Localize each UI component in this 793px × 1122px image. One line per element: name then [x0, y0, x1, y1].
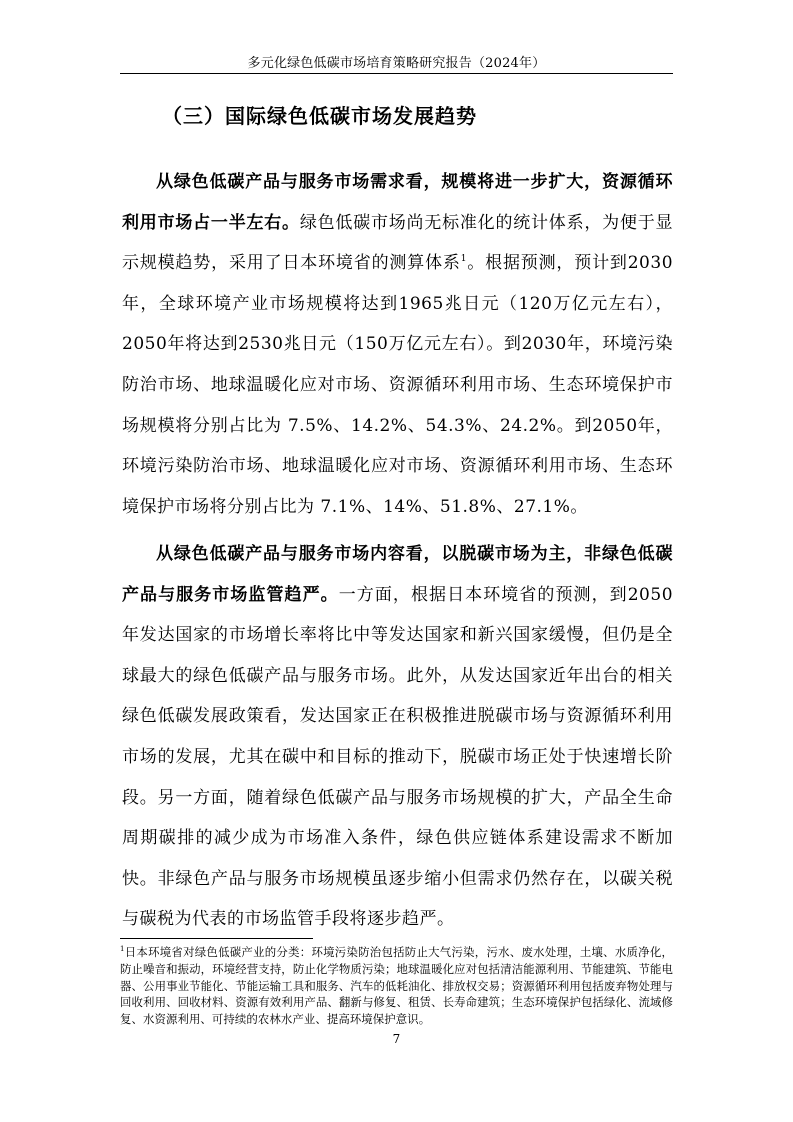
- paragraph-text: 。根据预测，预计到2030年，全球环境产业市场规模将达到1965兆日元（120万亿元左右），2050年将达到2530兆日元（150万亿元左右）。到2030年，环境污染防治市场、地球温暖化应对市场、资源循环利用市场、生态环境保护市场规模将分别占比为 7.5%、14.2%、54.3%、24.2%。到2050年，环境污染防治市场、地球温暖化应对市场、资源循环利用市场、生态环境保护市场将分别占比为 7.1%、14%、51.8%、27.1%。: [122, 253, 674, 517]
- paragraph-text: 一方面，根据日本环境省的预测，到2050年发达国家的市场增长率将比中等发达国家和新兴国家缓慢，但仍是全球最大的绿色低碳产品与服务市场。此外，从发达国家近年出台的相关绿色低碳发展政策看，发达国家正在积极推进脱碳市场与资源循环利用市场的发展，尤其在碳中和目标的推动下，脱碳市场正处于快速增长阶段。另一方面，随着绿色低碳产品与服务市场规模的扩大，产品全生命周期碳排的减少成为市场准入条件，绿色供应链体系建设需求不断加快。非绿色产品与服务市场规模虽逐步缩小但需求仍然存在，以碳关税与碳税为代表的市场监管手段将逐步趋严。: [122, 584, 674, 930]
- page-number: 7: [392, 1032, 401, 1046]
- section-title: （三）国际绿色低碳市场发展趋势: [162, 104, 477, 128]
- footnote-rule: [120, 938, 313, 939]
- paragraph-lead: 从绿色低碳产品与服务市场需求看，规模将进一步扩大，资源循环利用市场占一半左右。: [122, 172, 673, 233]
- paragraph-lead: 从绿色低碳产品与服务市场内容看，以脱碳市场为主，非绿色低碳产品与服务市场监管趋严。: [122, 544, 673, 605]
- paragraph-market-content: [122, 534, 673, 940]
- header-rule: [120, 73, 673, 74]
- footnote: [120, 944, 673, 1028]
- footnote-text: 日本环境省对绿色低碳产业的分类：环境污染防治包括防止大气污染，污水、废水处理，土壤、水质净化，防止噪音和振动，环境经营支持，防止化学物质污染；地球温暖化应对包括清洁能源利用、节能建筑、节能电器、公用事业节能化、节能运输工具和服务、汽车的低耗油化、排放权交易；资源循环利用包括废弃物处理与回收利用、回收材料、资源有效利用产品、翻新与修复、租赁、长寿命建筑；生态环境保护包括绿化、流域修复、水资源利用、可持续的农林水产业、提高环境保护意识。: [120, 945, 673, 1027]
- paragraph-text: 绿色低碳市场尚无标准化的统计体系，为便于显示规模趋势，采用了日本环境省的测算体系: [122, 212, 674, 274]
- running-header: 多元化绿色低碳市场培育策略研究报告（2024年）: [247, 56, 546, 71]
- footnote-marker: 1: [120, 945, 125, 953]
- footnote-reference[interactable]: 1: [460, 254, 467, 265]
- paragraph-market-demand: [122, 162, 673, 527]
